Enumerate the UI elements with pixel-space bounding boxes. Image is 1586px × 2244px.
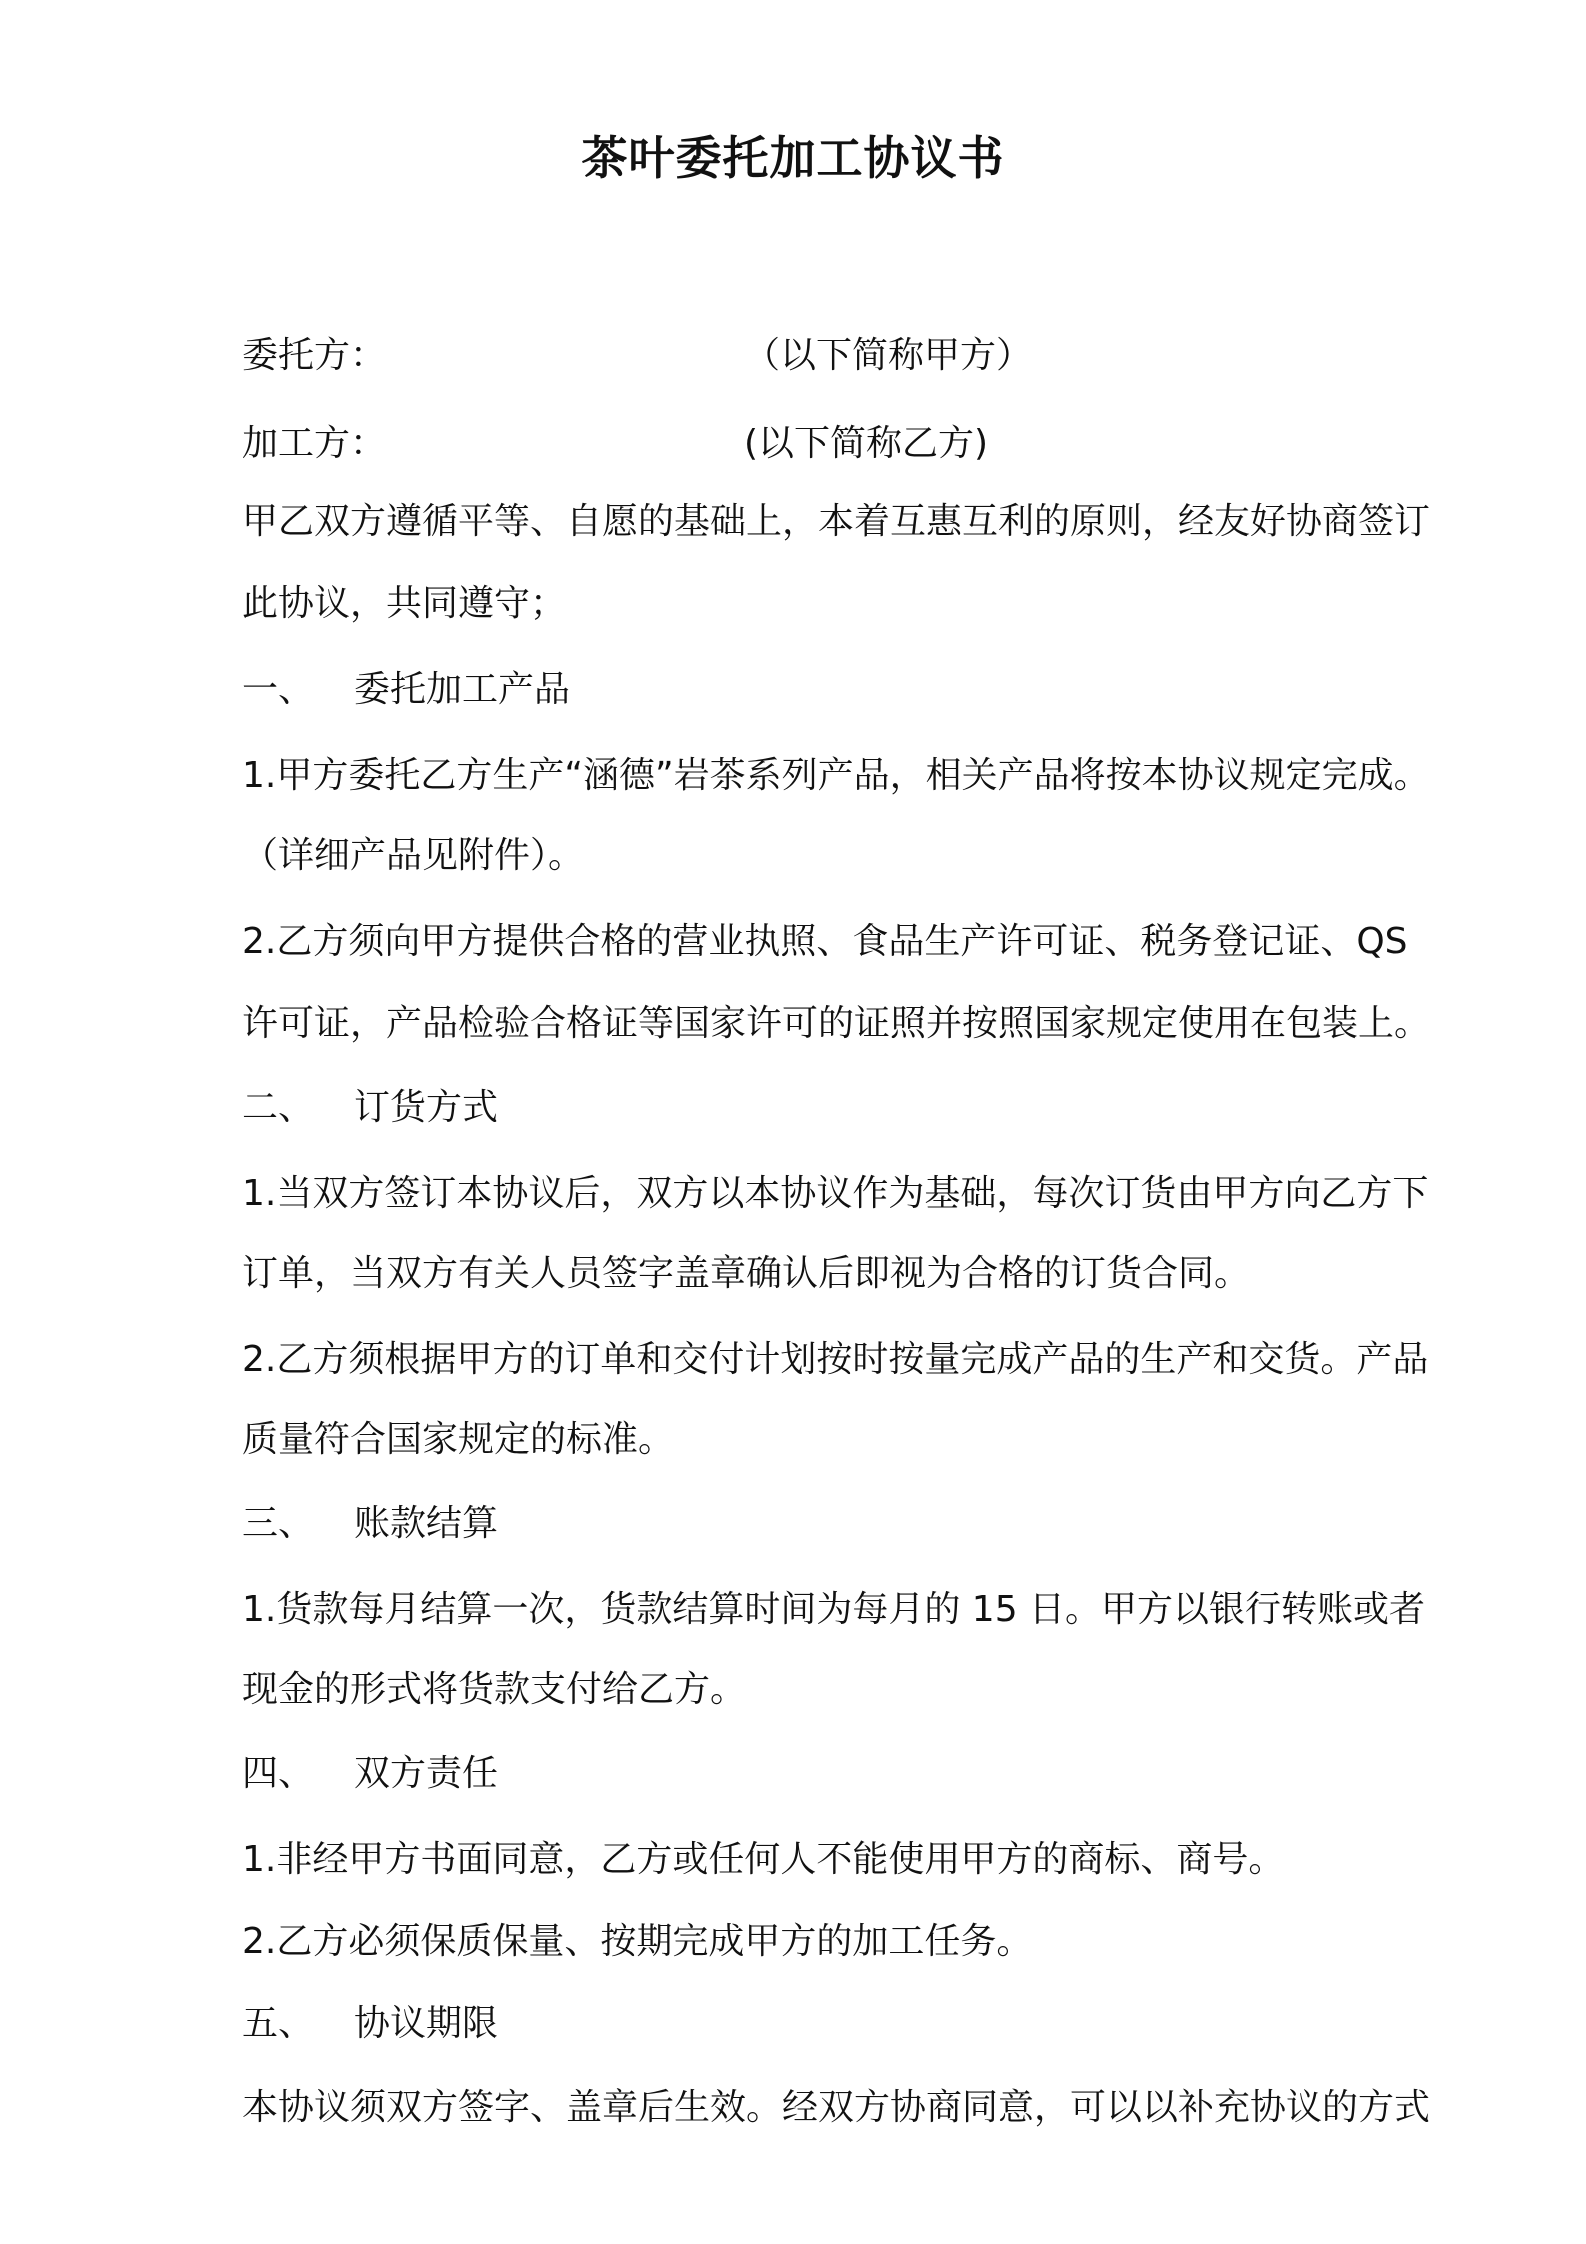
section-title: 订货方式 [354, 1087, 499, 1128]
clause-line: 2.乙方须向甲方提供合格的营业执照、食品生产许可证、税务登记证、QS [242, 921, 1408, 962]
clause-line: 1.货款每月结算一次，货款结算时间为每月的 15 日。甲方以银行转账或者 [242, 1589, 1426, 1630]
section-title: 账款结算 [354, 1503, 499, 1544]
clause-line: 1.甲方委托乙方生产“涵德”岩茶系列产品，相关产品将按本协议规定完成。 [242, 755, 1430, 796]
clause-line: 1.当双方签订本协议后，双方以本协议作为基础，每次订货由甲方向乙方下 [242, 1173, 1429, 1214]
clause-line: 订单，当双方有关人员签字盖章确认后即视为合格的订货合同。 [242, 1253, 1251, 1294]
section-number: 二、 [242, 1087, 315, 1128]
section-title: 委托加工产品 [354, 669, 571, 710]
section-number: 四、 [242, 1753, 315, 1794]
clause-line: 现金的形式将货款支付给乙方。 [242, 1669, 747, 1710]
clause-line: 质量符合国家规定的标准。 [242, 1419, 675, 1460]
processor-note: (以下简称乙方) [744, 423, 989, 464]
section-title: 协议期限 [354, 2003, 499, 2044]
clause-line: 2.乙方须根据甲方的订单和交付计划按时按量完成产品的生产和交货。产品 [242, 1339, 1429, 1380]
section-number: 五、 [242, 2003, 315, 2044]
client-note: （以下简称甲方） [744, 335, 1033, 376]
processor-label: 加工方： [242, 423, 387, 464]
client-label: 委托方： [242, 335, 387, 376]
clause-line: 许可证，产品检验合格证等国家许可的证照并按照国家规定使用在包装上。 [242, 1003, 1431, 1044]
clause-line: 本协议须双方签字、盖章后生效。经双方协商同意，可以以补充协议的方式 [242, 2087, 1431, 2128]
section-number: 三、 [242, 1503, 315, 1544]
clause-line: 2.乙方必须保质保量、按期完成甲方的加工任务。 [242, 1921, 1033, 1962]
preamble-line: 甲乙双方遵循平等、自愿的基础上，本着互惠互利的原则，经友好协商签订 [242, 501, 1431, 542]
clause-line: （详细产品见附件）。 [242, 835, 585, 876]
document-title: 茶叶委托加工协议书 [581, 131, 1005, 185]
clause-line: 1.非经甲方书面同意，乙方或任何人不能使用甲方的商标、商号。 [242, 1839, 1285, 1880]
section-number: 一、 [242, 669, 315, 710]
section-title: 双方责任 [354, 1753, 499, 1794]
preamble-line: 此协议，共同遵守； [242, 583, 567, 624]
